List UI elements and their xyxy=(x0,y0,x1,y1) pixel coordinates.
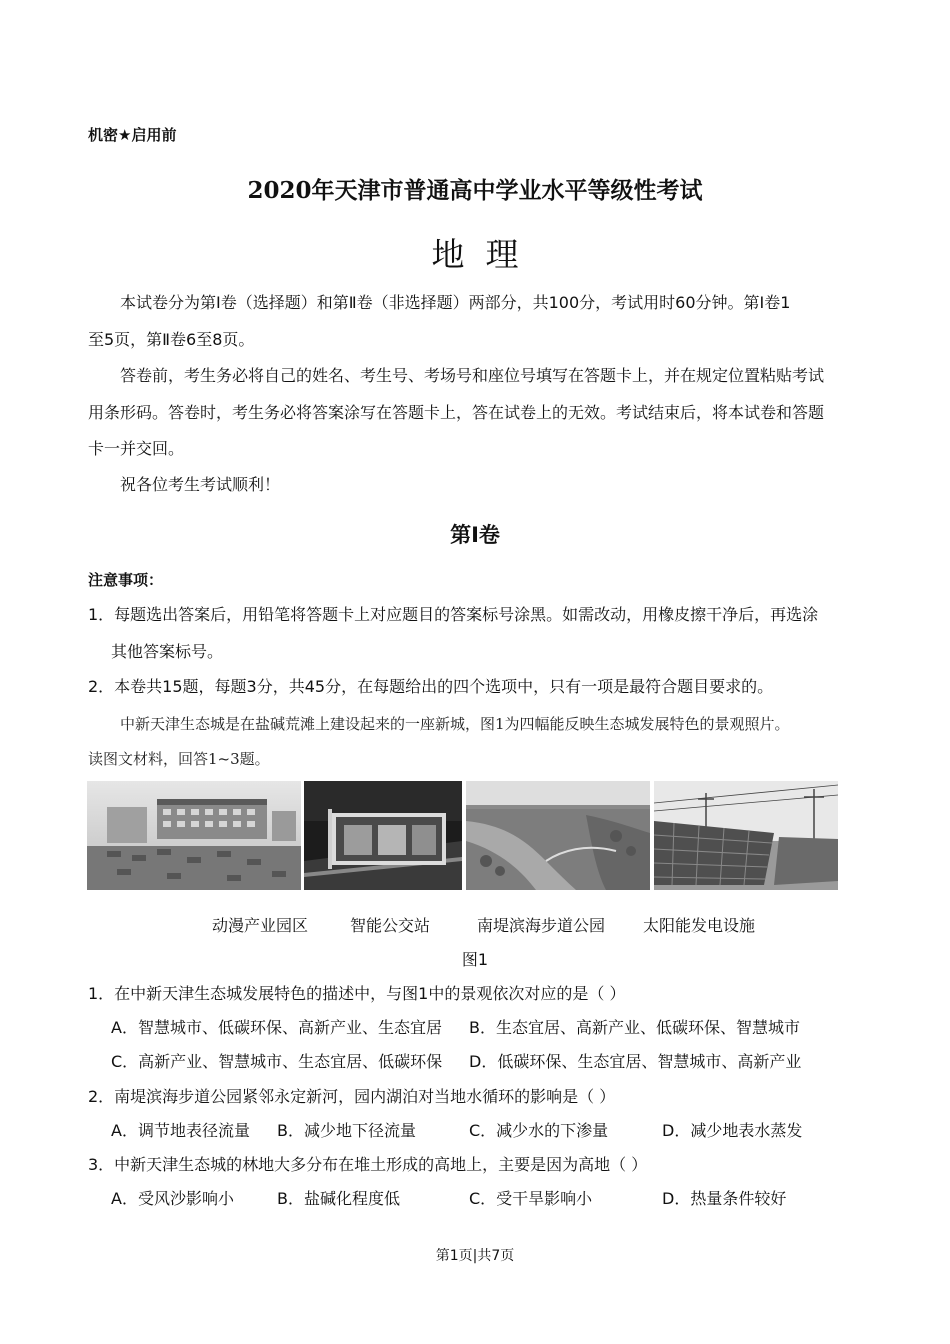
page-number: 第1页|共7页 xyxy=(435,1248,515,1264)
photo-animation-park xyxy=(87,781,301,890)
question-1-option-b: B．生态宜居、高新产业、低碳环保、智慧城市 xyxy=(469,1018,800,1037)
caption-animation-park: 动漫产业园区 xyxy=(212,916,309,935)
photo-solar-facility xyxy=(654,781,838,890)
material-line-2: 读图文材料，回答1~3题。 xyxy=(88,750,270,768)
question-3-option-d: D．热量条件较好 xyxy=(662,1189,787,1208)
intro-line-3: 答卷前，考生务必将自己的姓名、考生号、考场号和座位号填写在答题卡上，并在规定位置粘贴考试 xyxy=(120,366,825,385)
figure-label: 图1 xyxy=(461,950,489,969)
caption-seaside-park: 南堤滨海步道公园 xyxy=(477,916,606,935)
caption-smart-bus-stop: 智能公交站 xyxy=(350,916,431,935)
question-1-stem: 1．在中新天津生态城发展特色的描述中，与图1中的景观依次对应的是（ ） xyxy=(88,984,626,1003)
intro-line-5: 卡一并交回。 xyxy=(88,439,185,458)
intro-line-1: 本试卷分为第Ⅰ卷（选择题）和第Ⅱ卷（非选择题）两部分，共100分，考试用时60分钟。第Ⅰ卷1 xyxy=(120,293,791,312)
note-1-line-2: 其他答案标号。 xyxy=(111,642,224,661)
question-1-option-c: C．高新产业、智慧城市、生态宜居、低碳环保 xyxy=(111,1052,443,1071)
section-title: 第Ⅰ卷 xyxy=(450,523,500,547)
subject-title: 地 理 xyxy=(431,235,519,274)
question-2-option-a: A．调节地表径流量 xyxy=(111,1121,250,1140)
intro-line-2: 至5页，第Ⅱ卷6至8页。 xyxy=(88,330,255,349)
photo-smart-bus-stop xyxy=(304,781,462,890)
question-2-option-c: C．减少水的下渗量 xyxy=(469,1121,609,1140)
photo-seaside-park xyxy=(466,781,650,890)
question-3-option-b: B．盐碱化程度低 xyxy=(277,1189,400,1208)
question-3-option-c: C．受干旱影响小 xyxy=(469,1189,593,1208)
question-3-stem: 3．中新天津生态城的林地大多分布在堆土形成的高地上，主要是因为高地（ ） xyxy=(88,1155,648,1174)
exam-title: 2020年天津市普通高中学业水平等级性考试 xyxy=(247,177,703,204)
intro-line-6: 祝各位考生考试顺利！ xyxy=(120,475,281,494)
question-1-option-a: A．智慧城市、低碳环保、高新产业、生态宜居 xyxy=(111,1018,442,1037)
note-2: 2．本卷共15题，每题3分，共45分，在每题给出的四个选项中，只有一项是最符合题目要求的。 xyxy=(88,677,774,696)
question-2-stem: 2．南堤滨海步道公园紧邻永定新河，园内湖泊对当地水循环的影响是（ ） xyxy=(88,1087,616,1106)
question-1-option-d: D．低碳环保、生态宜居、智慧城市、高新产业 xyxy=(469,1052,802,1071)
notes-heading: 注意事项： xyxy=(88,571,164,589)
question-2-option-b: B．减少地下径流量 xyxy=(277,1121,416,1140)
question-3-option-a: A．受风沙影响小 xyxy=(111,1189,234,1208)
question-2-option-d: D．减少地表水蒸发 xyxy=(662,1121,803,1140)
material-line-1: 中新天津生态城是在盐碱荒滩上建设起来的一座新城，图1为四幅能反映生态城发展特色的景观照片。 xyxy=(120,715,790,733)
intro-line-4: 用条形码。答卷时，考生务必将答案涂写在答题卡上，答在试卷上的无效。考试结束后，将本试卷和答题 xyxy=(88,403,825,422)
note-1-line-1: 1．每题选出答案后，用铅笔将答题卡上对应题目的答案标号涂黑。如需改动，用橡皮擦干净后，再选涂 xyxy=(88,605,819,624)
caption-solar-facility: 太阳能发电设施 xyxy=(643,916,756,935)
confidential-tag: 机密★启用前 xyxy=(88,126,177,144)
